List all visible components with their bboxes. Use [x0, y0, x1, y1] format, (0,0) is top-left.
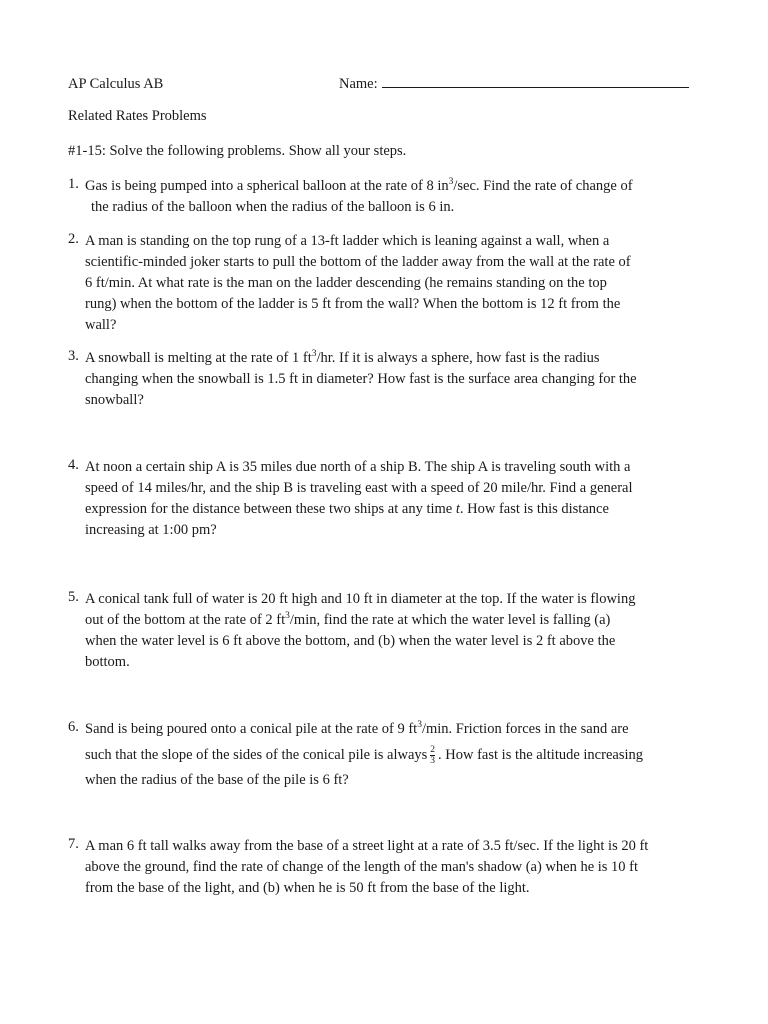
problem-2 — [68, 231, 708, 336]
worksheet-title: Related Rates Problems — [68, 108, 207, 124]
problem-number: 7. — [68, 836, 79, 852]
problem-text: Gas is being pumped into a spherical balloon at the rate of 8 $in^3/\sec$. Find the rate of change of the radius of the balloon when the radius of the balloon is 6 in. — [85, 177, 633, 215]
instructions: #1-15: Solve the following problems. Show all your steps. — [68, 143, 407, 159]
problem-text: A conical tank full of water is 20 ft high and 10 ft in diameter at the top. If the water is flowing out of the bottom at the rate of 2 $ft^3/\min$, find the rate at which the water level is falling (a) when the water level is 6 ft above the bottom, and (b) when the water level is 2 ft above the bottom. — [85, 591, 636, 670]
problem-number: 6. — [68, 719, 79, 735]
problem-4 — [68, 457, 708, 541]
name-blank-line[interactable] — [382, 77, 689, 88]
problem-text: Sand is being poured onto a conical pile at the rate of 9 $ft^3/\min$. Friction forces in the sand are such that the slope of the sides of the conical pile is always $\frac{2}{3}$ . How fast is the altitude increasing when the radius of the base of the pile is 6 ft? — [85, 720, 643, 788]
course-title: AP Calculus AB — [68, 76, 164, 92]
problem-text: A snowball is melting at the rate of 1 $ft^3/hr$. If it is always a sphere, how fast is the radius changing when the snowball is 1.5 ft in diameter? How fast is the surface area changing for the snowball? — [85, 349, 637, 408]
problem-3 — [68, 348, 708, 411]
problem-text: At noon a certain ship A is 35 miles due north of a ship B. The ship A is traveling south with a speed of 14 miles/hr, and the ship B is traveling east with a speed of 20 mile/hr. Find a general expression for the distance between these two ships at any time t. How fast is this distance increasing at 1:00 pm? — [85, 459, 633, 538]
name-field[interactable] — [339, 76, 689, 93]
problem-number: 2. — [68, 231, 79, 247]
problem-text: A man is standing on the top rung of a 13-ft ladder which is leaning against a wall, when a scientific-minded joker starts to pull the bottom of the ladder away from the wall at the rate of 6 ft/min. At what rate is the man on the ladder descending (he remains standing on the top rung) when the bottom of the ladder is 5 ft from the wall? When the bottom is 12 ft from the wall? — [85, 233, 631, 333]
problem-number: 5. — [68, 589, 79, 605]
problem-5 — [68, 589, 708, 673]
name-label: Name: — [339, 76, 378, 92]
problem-number: 4. — [68, 457, 79, 473]
problem-7 — [68, 836, 708, 899]
problem-text: A man 6 ft tall walks away from the base of a street light at a rate of 3.5 ft/sec. If the light is 20 ft above the ground, find the rate of change of the length of the man's shadow (a) when he is 10 ft from the base of the light, and (b) when he is 50 ft from the base of the light. — [85, 838, 649, 896]
problem-number: 1. — [68, 176, 79, 192]
problem-6 — [68, 719, 708, 791]
problem-number: 3. — [68, 348, 79, 364]
fraction-two-thirds: $\frac{2}{3}$ — [430, 745, 436, 767]
problem-1 — [68, 176, 708, 218]
